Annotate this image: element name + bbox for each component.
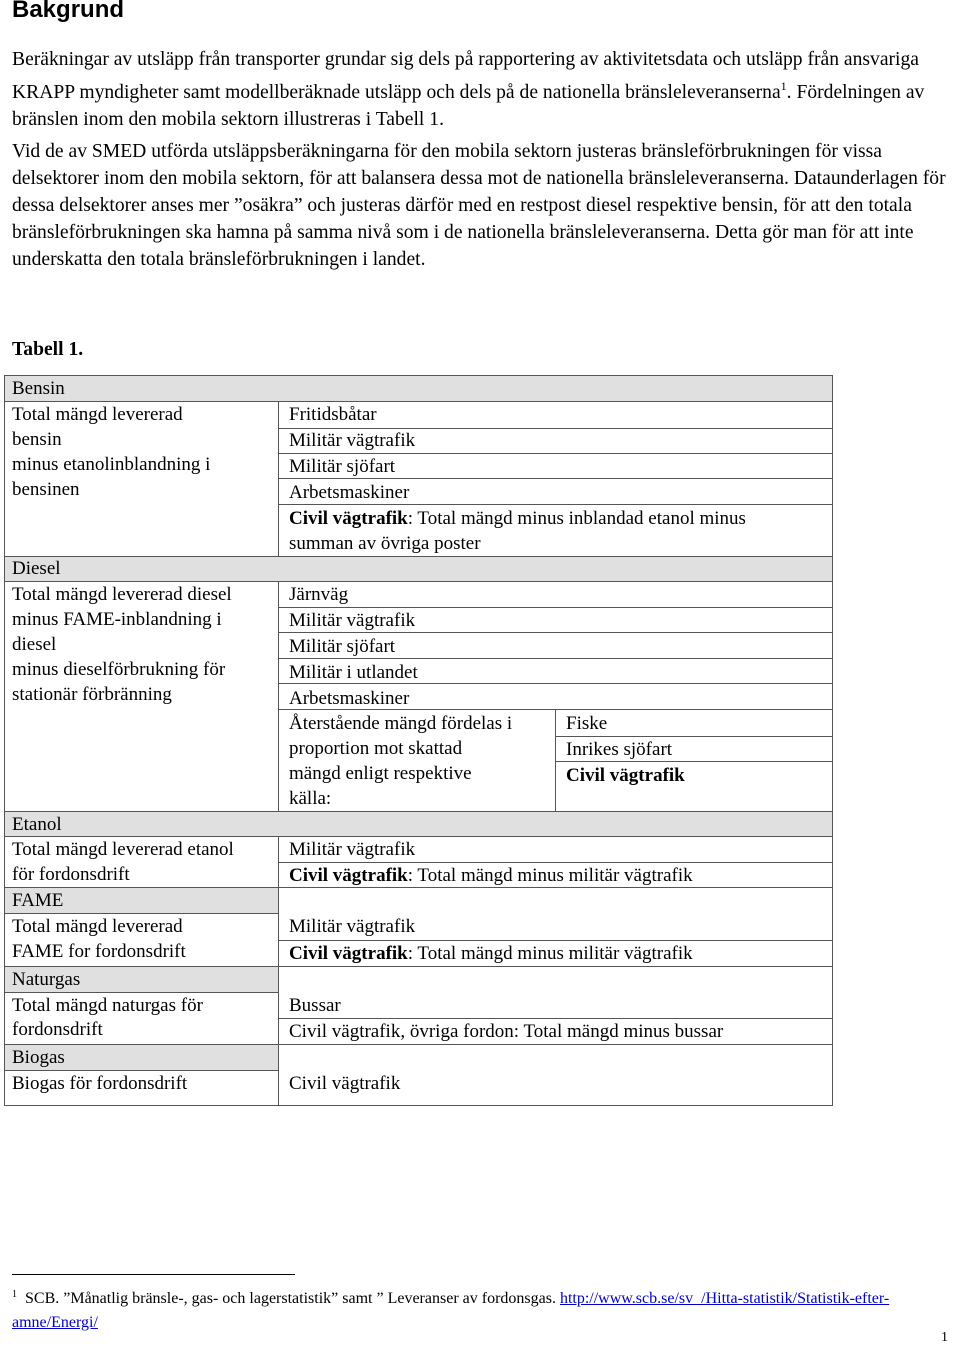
diesel-remainder-line: Återstående mängd fördelas i bbox=[289, 713, 513, 734]
bensin-civil-line2: summan av övriga poster bbox=[289, 533, 481, 554]
bensin-civil-label: Civil vägtrafik bbox=[289, 508, 408, 529]
etanol-target: Militär vägtrafik bbox=[289, 839, 416, 860]
fame-civil-label: Civil vägtrafik bbox=[289, 943, 408, 964]
etanol-header: Etanol bbox=[12, 814, 62, 835]
fame-civil-rest: : Total mängd minus militär vägtrafik bbox=[407, 943, 693, 964]
fame-description-line: FAME for fordonsdrift bbox=[12, 941, 186, 962]
biogas-description: Biogas för fordonsdrift bbox=[12, 1073, 188, 1094]
diesel-remainder-line: proportion mot skattad bbox=[289, 738, 463, 759]
naturgas-header: Naturgas bbox=[12, 969, 81, 990]
etanol-civil-rest: : Total mängd minus militär vägtrafik bbox=[407, 865, 693, 886]
naturgas-description-line: Total mängd naturgas för bbox=[12, 995, 203, 1016]
intro-text: Beräkningar av utsläpp från transporter grundar sig dels på rapportering av aktivitetsdata och utsläpp från ansvariga KRAPP myndigheter samt modellberäknade utsläpp och dels på de nationella bränsleleveranserna bbox=[12, 49, 919, 103]
diesel-description-line: stationär förbränning bbox=[12, 684, 172, 705]
footnote-reference[interactable]: 1 bbox=[780, 79, 787, 93]
diesel-remainder-line: mängd enligt respektive bbox=[289, 763, 472, 784]
bensin-description-line: Total mängd levererad bbox=[12, 404, 183, 425]
naturgas-description-line: fordonsdrift bbox=[12, 1019, 103, 1040]
footnote-number: 1 bbox=[12, 1289, 17, 1300]
diesel-target: Järnväg bbox=[289, 584, 349, 605]
biogas-target: Civil vägtrafik bbox=[289, 1073, 401, 1094]
biogas-header: Biogas bbox=[12, 1047, 65, 1068]
fame-description-line: Total mängd levererad bbox=[12, 916, 183, 937]
etanol-description-line: för fordonsdrift bbox=[12, 864, 130, 885]
diesel-target: Militär i utlandet bbox=[289, 662, 418, 683]
bensin-header: Bensin bbox=[12, 378, 65, 399]
footnote-divider bbox=[12, 1274, 295, 1275]
bensin-description-line: bensinen bbox=[12, 479, 80, 500]
naturgas-civil: Civil vägtrafik, övriga fordon: Total mängd minus bussar bbox=[289, 1021, 724, 1042]
diesel-remainder-target: Fiske bbox=[566, 713, 608, 734]
bensin-target: Arbetsmaskiner bbox=[289, 482, 410, 503]
diesel-target-cell bbox=[278, 581, 833, 608]
naturgas-target: Bussar bbox=[289, 995, 341, 1016]
fame-header: FAME bbox=[12, 890, 64, 911]
diesel-remainder-target: Inrikes sjöfart bbox=[566, 739, 673, 760]
fame-target: Militär vägtrafik bbox=[289, 916, 416, 937]
page-heading: Bakgrund bbox=[12, 0, 125, 23]
bensin-target: Militär vägtrafik bbox=[289, 430, 416, 451]
intro-text-end: . Fördelningen av bränslen inom den mobila sektorn illustreras i Tabell 1. bbox=[12, 82, 925, 130]
diesel-target: Militär sjöfart bbox=[289, 636, 396, 657]
bensin-civil-line bbox=[289, 506, 746, 531]
fame-civil-line bbox=[289, 941, 693, 966]
diesel-description-line: Total mängd levererad diesel bbox=[12, 584, 232, 605]
etanol-civil-label: Civil vägtrafik bbox=[289, 865, 408, 886]
diesel-remainder-civil-label: Civil vägtrafik bbox=[566, 765, 685, 786]
diesel-description-line: diesel bbox=[12, 634, 57, 655]
table-title: Tabell 1. bbox=[12, 339, 84, 360]
naturgas-target-cell bbox=[278, 966, 833, 1019]
bensin-description-line: bensin bbox=[12, 429, 62, 450]
bensin-header-row bbox=[4, 375, 833, 402]
adjustment-paragraph: Vid de av SMED utförda utsläppsberäkningarna för den mobila sektorn justeras bränsleförbrukningen för vissa delsektorer inom den mobila sektorn, för att balansera dessa mot de nationella bränsleleveranserna. Dataunderlagen för dessa delsektorer anses mer ”osäkra” och justeras därför med en restpost diesel respektive bensin, för att den totala bränsleförbrukningen ska hamna på samma nivå som i de nationella bränsleleveranserna. Detta gör man för att inte underskatta den totala bränsleförbrukningen i landet. bbox=[12, 141, 946, 270]
bensin-target: Militär sjöfart bbox=[289, 456, 396, 477]
bensin-civil-rest: : Total mängd minus inblandad etanol minus bbox=[407, 508, 746, 529]
footnote-text: SCB. ”Månatlig bränsle-, gas- och lagerstatistik” samt ” Leveranser av fordonsgas. bbox=[25, 1290, 560, 1307]
diesel-header-row bbox=[4, 556, 833, 582]
diesel-remainder-civil bbox=[566, 763, 685, 788]
diesel-target: Militär vägtrafik bbox=[289, 610, 416, 631]
page-number: 1 bbox=[941, 1330, 948, 1345]
diesel-remainder-line: källa: bbox=[289, 788, 332, 809]
bensin-target: Fritidsbåtar bbox=[289, 404, 377, 425]
bensin-description-line: minus etanolinblandning i bbox=[12, 454, 211, 475]
diesel-description-line: minus FAME-inblandning i bbox=[12, 609, 222, 630]
diesel-target: Arbetsmaskiner bbox=[289, 688, 410, 709]
footnote-link[interactable]: http://www.scb.se/sv_/Hitta-statistik/Statistik-efter-amne/Energi/ bbox=[12, 1290, 890, 1331]
diesel-description-line: minus dieselförbrukning för bbox=[12, 659, 226, 680]
etanol-civil-line bbox=[289, 863, 693, 888]
etanol-description-line: Total mängd levererad etanol bbox=[12, 839, 234, 860]
diesel-header: Diesel bbox=[12, 558, 61, 579]
etanol-header-row bbox=[4, 811, 833, 837]
footnote bbox=[12, 1283, 942, 1335]
